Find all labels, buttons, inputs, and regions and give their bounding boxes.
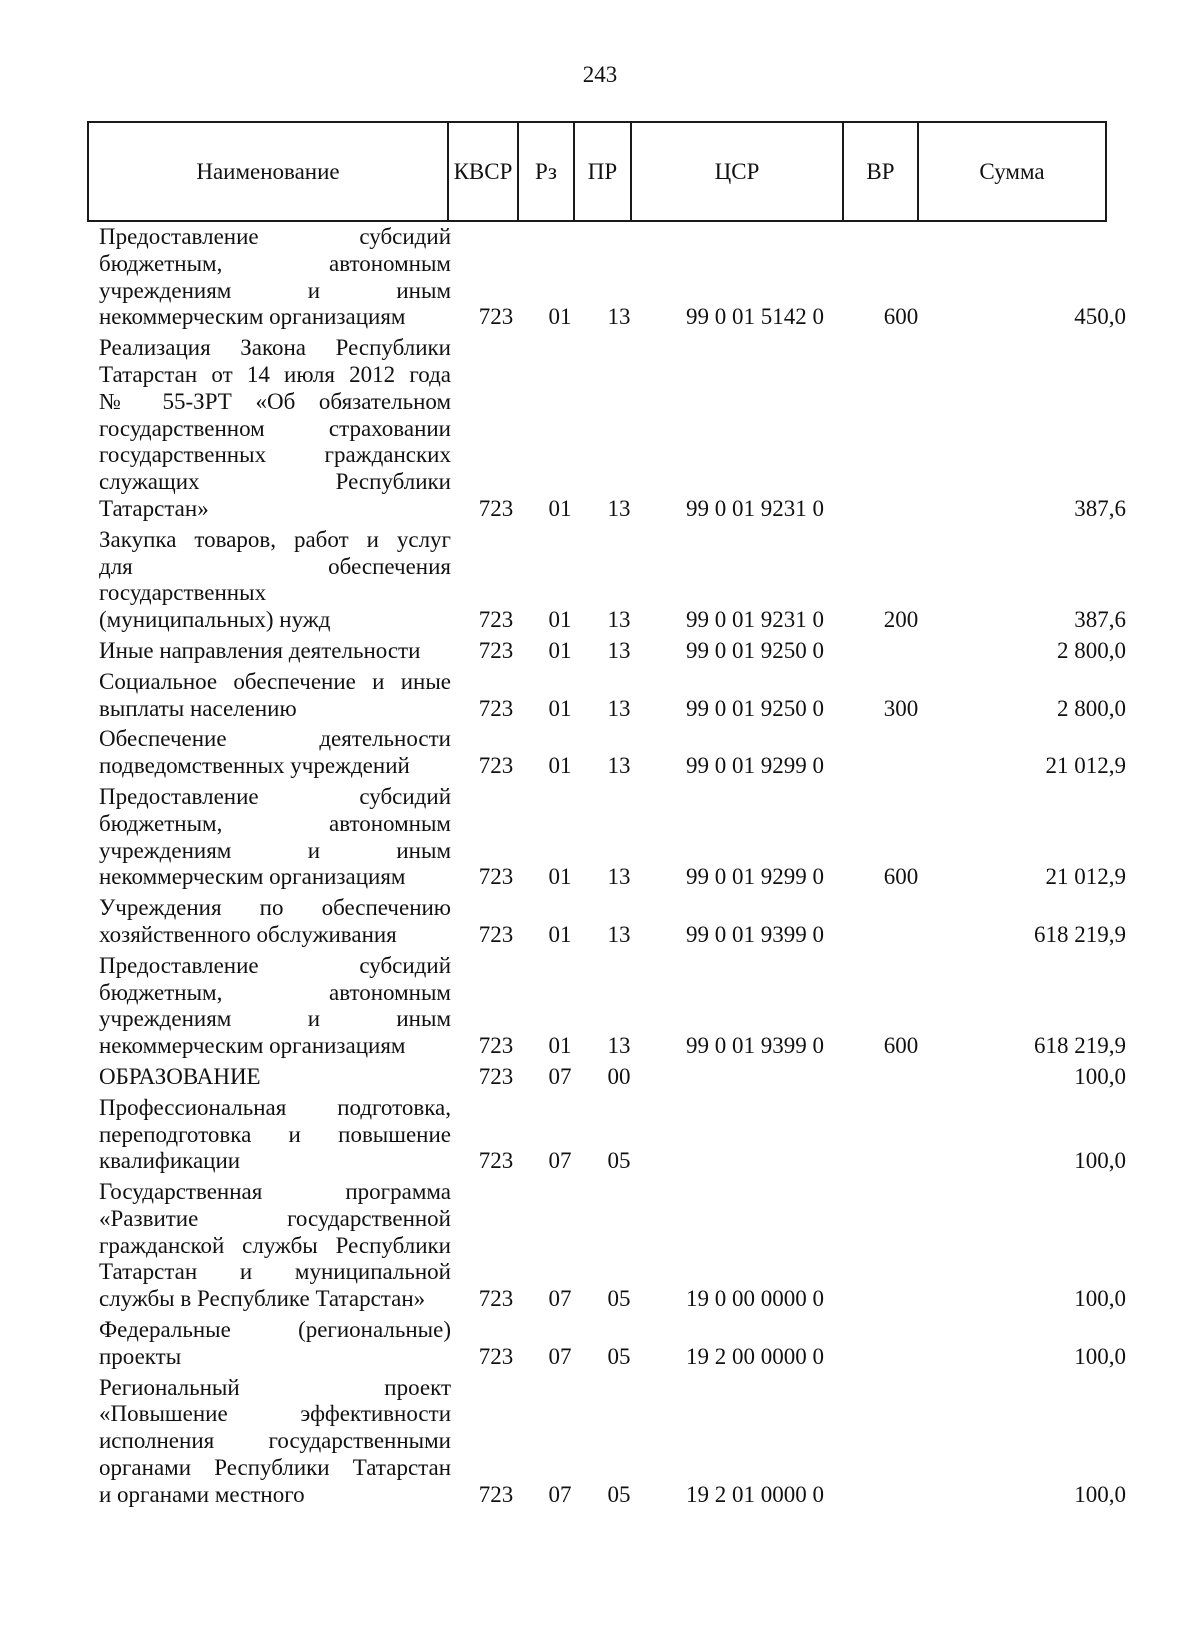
- rz-cell: 07: [548, 1286, 572, 1312]
- sum-cell: 21 012,9: [1045, 864, 1126, 890]
- rz-cell: 01: [548, 864, 572, 890]
- sum-cell: 387,6: [1074, 607, 1126, 633]
- row-name: [99, 1375, 451, 1509]
- rz-cell: 01: [548, 637, 572, 663]
- sum-cell: 387,6: [1074, 495, 1126, 521]
- pr-cell: 13: [607, 753, 631, 779]
- row-name-line: бюджетным, автономным: [99, 250, 451, 276]
- rz-cell: 07: [548, 1481, 572, 1507]
- page-number: 243: [582, 62, 618, 87]
- csr-cell: 99 0 01 9399 0: [686, 1033, 824, 1059]
- row-name: [99, 726, 451, 780]
- table-row: [0, 224, 1200, 331]
- row-name: [99, 669, 451, 723]
- header-pr: ПР: [573, 123, 630, 220]
- row-name-line: «Повышение эффективности: [99, 1401, 451, 1427]
- row-name-line: Государственная программа: [99, 1179, 451, 1205]
- row-name-line: Предоставление субсидий: [99, 224, 451, 249]
- row-name-line: служащих Республики: [99, 469, 451, 495]
- header-sum: Сумма: [917, 123, 1105, 220]
- row-name-line: Предоставление субсидий: [99, 783, 451, 809]
- pr-cell: 13: [607, 495, 631, 521]
- vr-cell: 600: [883, 864, 919, 890]
- row-name-line: некоммерческим организациям: [99, 1033, 406, 1059]
- row-name-line: проекты: [99, 1343, 182, 1369]
- header-rz: Рз: [517, 123, 573, 220]
- table-row: [0, 895, 1200, 949]
- csr-cell: 99 0 01 9250 0: [686, 695, 824, 721]
- csr-cell: 99 0 01 9231 0: [686, 607, 824, 633]
- row-name-line: хозяйственного обслуживания: [99, 921, 397, 947]
- csr-cell: 19 0 00 0000 0: [686, 1286, 824, 1312]
- row-name-line: квалификации: [99, 1148, 241, 1174]
- row-name-line: подведомственных учреждений: [99, 753, 410, 779]
- row-name-line: Федеральные (региональные): [99, 1317, 451, 1343]
- pr-cell: 13: [607, 695, 631, 721]
- rz-cell: 07: [548, 1343, 572, 1369]
- row-name-line: для обеспечения: [99, 553, 451, 579]
- rz-cell: 07: [548, 1063, 572, 1089]
- kvsr-cell: 723: [478, 1343, 514, 1369]
- vr-cell: 200: [883, 607, 919, 633]
- csr-cell: 99 0 01 9250 0: [686, 637, 824, 663]
- row-name-line: учреждениям и иным: [99, 837, 451, 863]
- sum-cell: 450,0: [1074, 304, 1126, 330]
- row-name-line: Закупка товаров, работ и услуг: [99, 526, 451, 552]
- rz-cell: 07: [548, 1148, 572, 1174]
- row-name: [99, 335, 451, 523]
- kvsr-cell: 723: [478, 1033, 514, 1059]
- row-name-line: бюджетным, автономным: [99, 979, 451, 1005]
- row-name: [99, 953, 451, 1060]
- sum-cell: 100,0: [1074, 1063, 1126, 1089]
- kvsr-cell: 723: [478, 304, 514, 330]
- table-header: [87, 121, 1107, 222]
- row-name-line: переподготовка и повышение: [99, 1121, 451, 1147]
- csr-cell: 19 2 00 0000 0: [686, 1343, 824, 1369]
- pr-cell: 05: [607, 1148, 631, 1174]
- row-name-line: государственном страховании: [99, 415, 451, 441]
- row-name-line: Предоставление субсидий: [99, 952, 451, 978]
- row-name-line: гражданской службы Республики: [99, 1232, 451, 1258]
- row-name-line: Татарстан и муниципальной: [99, 1259, 451, 1285]
- pr-cell: 05: [607, 1343, 631, 1369]
- row-name-line: Профессиональная подготовка,: [99, 1094, 451, 1120]
- csr-cell: 19 2 01 0000 0: [686, 1481, 824, 1507]
- sum-cell: 100,0: [1074, 1481, 1126, 1507]
- table-row: [0, 527, 1200, 634]
- row-name: [99, 527, 451, 634]
- pr-cell: 05: [607, 1286, 631, 1312]
- row-name-line: Социальное обеспечение и иные: [99, 668, 451, 694]
- row-name-line: учреждениям и иным: [99, 1006, 451, 1032]
- table-body: [0, 224, 1200, 1513]
- kvsr-cell: 723: [478, 1481, 514, 1507]
- pr-cell: 13: [607, 607, 631, 633]
- rz-cell: 01: [548, 753, 572, 779]
- sum-cell: 618 219,9: [1034, 1033, 1126, 1059]
- pr-cell: 13: [607, 921, 631, 947]
- row-name: [99, 1064, 451, 1091]
- row-name: [99, 1095, 451, 1175]
- table-row: [0, 1317, 1200, 1371]
- kvsr-cell: 723: [478, 753, 514, 779]
- kvsr-cell: 723: [478, 1286, 514, 1312]
- table-row: [0, 335, 1200, 523]
- kvsr-cell: 723: [478, 607, 514, 633]
- sum-cell: 618 219,9: [1034, 921, 1126, 947]
- kvsr-cell: 723: [478, 495, 514, 521]
- row-name: [99, 895, 451, 949]
- row-name-line: ОБРАЗОВАНИЕ: [99, 1063, 261, 1089]
- row-name-line: государственных гражданских: [99, 442, 451, 468]
- row-name-line: Обеспечение деятельности: [99, 726, 451, 752]
- row-name-line: учреждениям и иным: [99, 277, 451, 303]
- pr-cell: 05: [607, 1481, 631, 1507]
- header-kvsr: КВСР: [447, 123, 517, 220]
- header-vr: ВР: [842, 123, 917, 220]
- rz-cell: 01: [548, 304, 572, 330]
- table-row: [0, 784, 1200, 891]
- csr-cell: 99 0 01 9299 0: [686, 864, 824, 890]
- row-name-line: бюджетным, автономным: [99, 810, 451, 836]
- kvsr-cell: 723: [478, 1148, 514, 1174]
- row-name-line: Иные направления деятельности: [99, 637, 421, 663]
- row-name: [99, 784, 451, 891]
- row-name-line: «Развитие государственной: [99, 1205, 451, 1231]
- row-name-line: Реализация Закона Республики: [99, 335, 451, 361]
- kvsr-cell: 723: [478, 695, 514, 721]
- vr-cell: 600: [883, 304, 919, 330]
- row-name-line: Учреждения по обеспечению: [99, 895, 451, 921]
- table-row: [0, 953, 1200, 1060]
- rz-cell: 01: [548, 1033, 572, 1059]
- sum-cell: 2 800,0: [1057, 695, 1126, 721]
- row-name-line: исполнения государственными: [99, 1428, 451, 1454]
- row-name-line: Татарстан»: [99, 495, 209, 521]
- kvsr-cell: 723: [478, 864, 514, 890]
- row-name-line: некоммерческим организациям: [99, 864, 406, 890]
- rz-cell: 01: [548, 921, 572, 947]
- row-name-line: некоммерческим организациям: [99, 304, 406, 330]
- kvsr-cell: 723: [478, 921, 514, 947]
- row-name-line: № 55-ЗРТ «Об обязательном: [99, 388, 451, 414]
- pr-cell: 00: [607, 1063, 631, 1089]
- row-name-line: органами Республики Татарстан: [99, 1455, 451, 1481]
- table-row: [0, 726, 1200, 780]
- table-row: [0, 1375, 1200, 1509]
- row-name-line: государственных: [99, 580, 267, 606]
- sum-cell: 100,0: [1074, 1343, 1126, 1369]
- kvsr-cell: 723: [478, 637, 514, 663]
- table-row: [0, 669, 1200, 723]
- csr-cell: 99 0 01 5142 0: [686, 304, 824, 330]
- csr-cell: 99 0 01 9231 0: [686, 495, 824, 521]
- csr-cell: 99 0 01 9399 0: [686, 921, 824, 947]
- vr-cell: 300: [883, 695, 919, 721]
- csr-cell: 99 0 01 9299 0: [686, 753, 824, 779]
- rz-cell: 01: [548, 495, 572, 521]
- row-name-line: Региональный проект: [99, 1374, 451, 1400]
- sum-cell: 100,0: [1074, 1286, 1126, 1312]
- table-row: [0, 1095, 1200, 1175]
- pr-cell: 13: [607, 304, 631, 330]
- pr-cell: 13: [607, 1033, 631, 1059]
- rz-cell: 01: [548, 695, 572, 721]
- table-row: [0, 1064, 1200, 1091]
- sum-cell: 2 800,0: [1057, 637, 1126, 663]
- kvsr-cell: 723: [478, 1063, 514, 1089]
- row-name-line: службы в Республике Татарстан»: [99, 1286, 426, 1312]
- table-row: [0, 638, 1200, 665]
- sum-cell: 21 012,9: [1045, 753, 1126, 779]
- header-csr: ЦСР: [630, 123, 842, 220]
- table-row: [0, 1179, 1200, 1313]
- rz-cell: 01: [548, 607, 572, 633]
- vr-cell: 600: [883, 1033, 919, 1059]
- row-name-line: Татарстан от 14 июля 2012 года: [99, 361, 451, 387]
- row-name: [99, 1179, 451, 1313]
- pr-cell: 13: [607, 864, 631, 890]
- row-name-line: выплаты населению: [99, 695, 297, 721]
- pr-cell: 13: [607, 637, 631, 663]
- sum-cell: 100,0: [1074, 1148, 1126, 1174]
- row-name-line: (муниципальных) нужд: [99, 607, 331, 633]
- row-name-line: и органами местного: [99, 1481, 305, 1507]
- row-name: [99, 224, 451, 331]
- row-name: [99, 1317, 451, 1371]
- row-name: [99, 638, 451, 665]
- header-name: Наименование: [196, 158, 340, 184]
